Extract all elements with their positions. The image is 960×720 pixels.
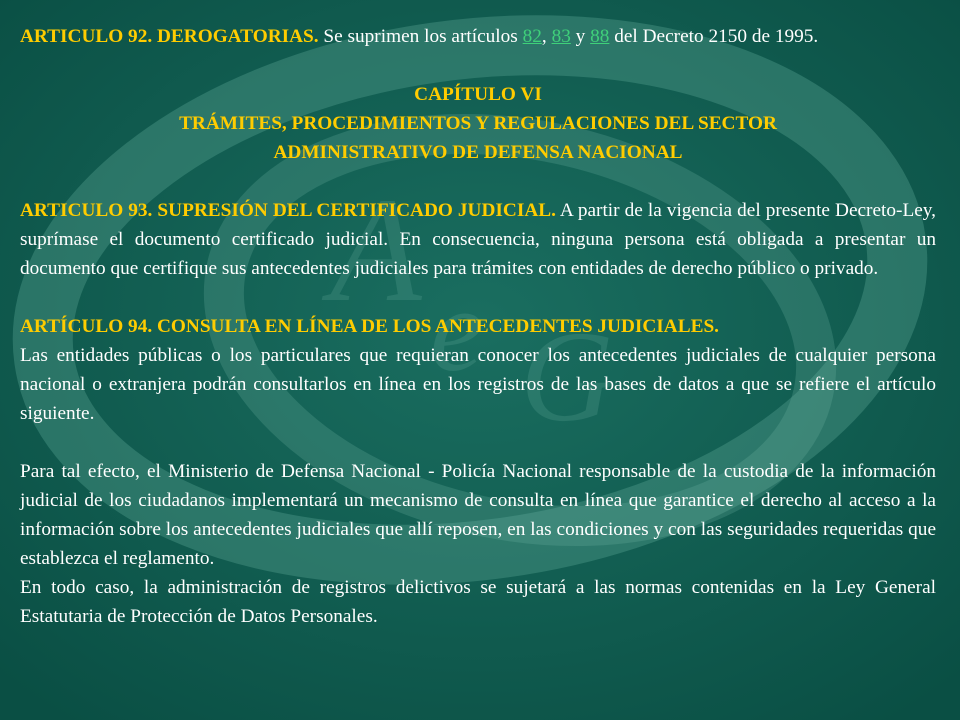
article-92 (20, 22, 936, 51)
spacer (20, 167, 936, 196)
svg-text:G: G (520, 305, 614, 449)
svg-text:e: e (430, 263, 484, 396)
article-92-sep2: y (570, 26, 591, 47)
article-93 (20, 196, 936, 283)
article-92-sep1: , (541, 26, 552, 47)
article-92-text-after: del Decreto 2150 de 1995. (609, 26, 819, 47)
link-article-88[interactable]: 88 (590, 26, 610, 47)
document-body (20, 22, 936, 631)
article-94-paragraph-3: En todo caso, la administración de registros delictivos se sujetará a las normas contenidas en la Ley General Estatutaria de Protección de Datos Personales. (20, 577, 936, 627)
article-94-paragraph-2: Para tal efecto, el Ministerio de Defensa Nacional - Policía Nacional responsable de la custodia de la información judicial de los ciudadanos implementará un mecanismo de consulta en línea que garantice el derecho al acceso a la información sobre los antecedentes judiciales que allí reposen, en las condiciones y con las seguridades requeridas que establezca el reglamento. (20, 461, 936, 569)
spacer (20, 51, 936, 80)
article-92-text-before: Se suprimen los artículos (318, 26, 523, 47)
chapter-number: CAPÍTULO VI (414, 84, 542, 105)
spacer (20, 428, 936, 457)
chapter-title-line1: TRÁMITES, PROCEDIMIENTOS Y REGULACIONES DEL SECTOR (179, 113, 777, 134)
article-93-text: A partir de la vigencia del presente Decreto-Ley, suprímase el documento certificado judicial. En consecuencia, ninguna persona está obligada a presentar un documento que certifique sus antecedentes judiciales para trámites con entidades de derecho público o privado. (20, 200, 937, 279)
link-article-83[interactable]: 83 (551, 26, 571, 47)
article-94-paragraph-1: Las entidades públicas o los particulares que requieran conocer los antecedentes judiciales de cualquier persona nacional o extranjera podrán consultarlos en línea en los registros de las bases de datos a que se refiere el artículo siguiente. (20, 345, 936, 424)
article-94-heading: ARTÍCULO 94. CONSULTA EN LÍNEA DE LOS ANTECEDENTES JUDICIALES. (20, 316, 719, 337)
article-94-heading-line (20, 312, 936, 341)
chapter-title-line2: ADMINISTRATIVO DE DEFENSA NACIONAL (273, 142, 683, 163)
article-93-heading: ARTICULO 93. SUPRESIÓN DEL CERTIFICADO JUDICIAL. (20, 200, 556, 221)
svg-text:A: A (330, 167, 422, 333)
link-article-82[interactable]: 82 (522, 26, 542, 47)
spacer (20, 283, 936, 312)
article-92-heading: ARTICULO 92. DEROGATORIAS. (20, 26, 319, 47)
